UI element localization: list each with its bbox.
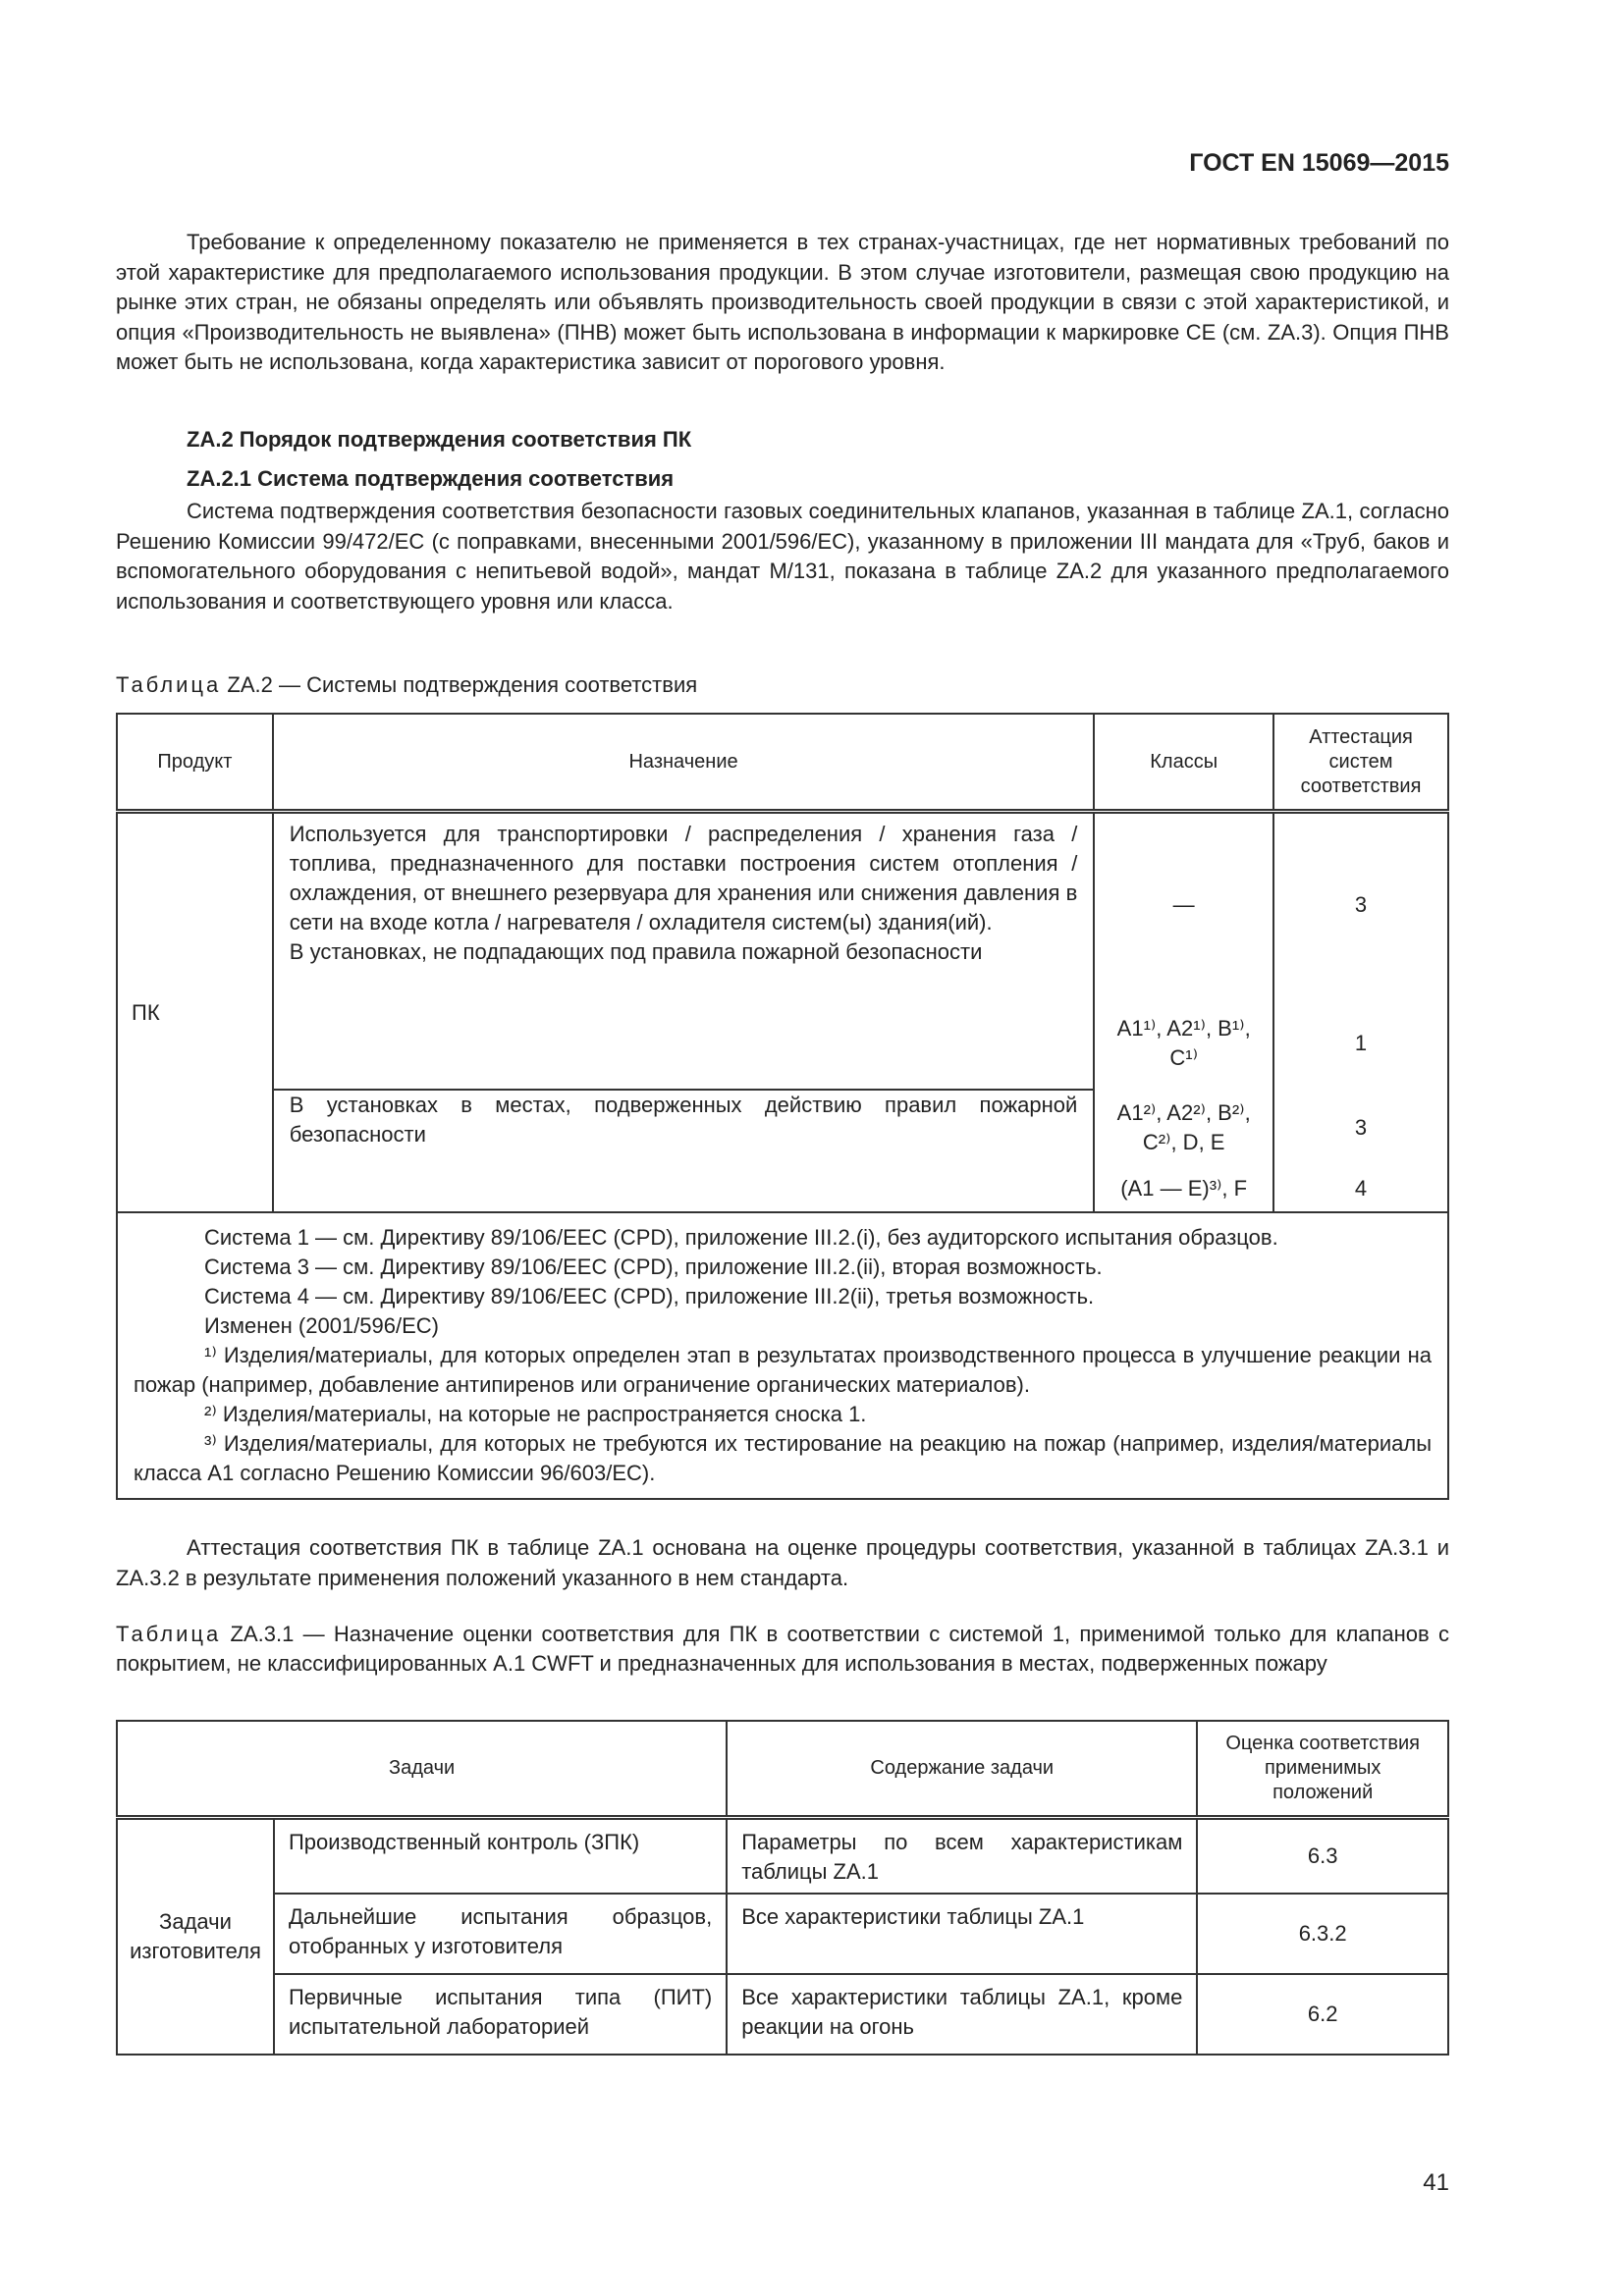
table-notes xyxy=(117,1212,1448,1499)
table-notes-row xyxy=(117,1212,1448,1499)
note-system-1: Система 1 — см. Директиву 89/106/ЕЕС (CPD), приложение III.2.(i), без аудиторского испытания образцов. xyxy=(204,1225,1278,1250)
paragraph-requirement: Требование к определенному показателю не применяется в тех странах-участницах, где нет нормативных требований по этой характеристике для предполагаемого использования продукции. В этом случае изготовители, размещая свою продукцию на рынке этих стран, не обязаны определять или объявлять производительность своей продукции в связи с этой характеристикой, и опция «Производительность не выявлена» (ПНВ) может быть использована в информации к маркировке СЕ (см. ZA.3). Опция ПНВ может быть не использована, когда характеристика зависит от порогового уровня. xyxy=(116,230,1449,375)
header-clauses: Оценка соответствия применимых положений xyxy=(1197,1721,1448,1818)
class-cell-4: (A1 — E)³⁾, F xyxy=(1094,1166,1273,1212)
attestation-cell-4: 4 xyxy=(1273,1166,1448,1212)
table-header-row xyxy=(117,1721,1448,1818)
note-amended: Изменен (2001/596/ЕС) xyxy=(204,1313,439,1338)
task-text: Первичные испытания типа (ПИТ) испытательной лабораторией xyxy=(288,1985,713,2039)
purpose-text: Используется для транспортировки / распределения / хранения газа / топлива, предназначенного для поставки построения систем отопления / охлаждения, от внешнего резервуара для хранения или снижения давления в сети на входе котла / нагревателя / охладителя систем(ы) здания(ий). xyxy=(289,822,1078,934)
task-cell xyxy=(274,1894,727,1974)
page-number: 41 xyxy=(1423,2169,1449,2196)
section-heading-za21: ZA.2.1 Система подтверждения соответствия xyxy=(187,466,675,491)
task-group-cell: Задачи изготовителя xyxy=(117,1818,274,2056)
purpose-cell-2 xyxy=(273,1090,1095,1212)
note-system-3: Система 3 — см. Директиву 89/106/ЕЕС (CPD), приложение III.2.(ii), вторая возможность. xyxy=(204,1255,1103,1279)
table-row xyxy=(117,1894,1448,1974)
content-text: Параметры по всем характеристикам таблицы ZA.1 xyxy=(741,1830,1183,1884)
table-row xyxy=(117,1818,1448,1895)
class-cell-1: — xyxy=(1094,812,1273,997)
clause-cell: 6.3.2 xyxy=(1197,1894,1448,1974)
table-za2 xyxy=(116,713,1449,1500)
task-cell xyxy=(274,1974,727,2055)
note-system-4: Система 4 — см. Директиву 89/106/ЕЕС (CPD), приложение III.2(ii), третья возможность. xyxy=(204,1284,1095,1308)
footnote-3: ³⁾ Изделия/материалы, для которых не требуются их тестирование на реакцию на пожар (например, изделия/материалы класса А1 согласно Решению Комиссии 96/603/ЕС). xyxy=(134,1431,1432,1485)
footnote-2: ²⁾ Изделия/материалы, на которые не распространяется сноска 1. xyxy=(204,1402,867,1426)
task-text: Дальнейшие испытания образцов, отобранных у изготовителя xyxy=(288,1904,713,1958)
header-attestation: Аттестация систем соответствия xyxy=(1273,714,1448,812)
caption-word: Таблица xyxy=(116,1622,222,1646)
attestation-cell-3: 3 xyxy=(1273,1090,1448,1166)
table-row xyxy=(117,1974,1448,2055)
paragraph-attestation: Аттестация соответствия ПК в таблице ZA.1 основана на оценке процедуры соответствия, указанной в таблицах ZA.3.1 и ZA.3.2 в результате применения положений указанного в нем стандарта. xyxy=(116,1535,1449,1590)
attestation-cell-2: 1 xyxy=(1273,997,1448,1090)
clause-cell: 6.3 xyxy=(1197,1818,1448,1895)
header-classes: Классы xyxy=(1094,714,1273,812)
table-za2-caption xyxy=(116,670,1449,700)
table-header-row xyxy=(117,714,1448,812)
purpose-cell-1 xyxy=(273,812,1095,1091)
class-cell-2: A1¹⁾, A2¹⁾, B¹⁾, C¹⁾ xyxy=(1094,997,1273,1090)
header-purpose: Назначение xyxy=(273,714,1095,812)
caption-text: ZA.3.1 — Назначение оценки соответствия для ПК в соответствии с системой 1, применимой только для клапанов с покрытием, не классифицированных А.1 CWFT и предназначенных для использования в местах, подверженных пожару xyxy=(116,1622,1449,1676)
header-product: Продукт xyxy=(117,714,273,812)
table-row xyxy=(117,812,1448,997)
task-cell xyxy=(274,1818,727,1895)
table-row xyxy=(117,1090,1448,1166)
attestation-cell-1: 3 xyxy=(1273,812,1448,997)
content-cell xyxy=(727,1974,1197,2055)
footnote-1: ¹⁾ Изделия/материалы, для которых определен этап в результатах производственного процесса в улучшение реакции на пожар (например, добавление антипиренов или ограничение органических материалов). xyxy=(134,1343,1432,1397)
task-text: Производственный контроль (ЗПК) xyxy=(288,1830,640,1854)
caption-word: Таблица xyxy=(116,672,222,697)
class-cell-3: A1²⁾, A2²⁾, B²⁾, C²⁾, D, E xyxy=(1094,1090,1273,1166)
section-heading-za2: ZA.2 Порядок подтверждения соответствия ПК xyxy=(187,427,692,452)
content-text: Все характеристики таблицы ZA.1, кроме реакции на огонь xyxy=(741,1985,1183,2039)
content-cell xyxy=(727,1818,1197,1895)
product-cell: ПК xyxy=(117,812,273,1213)
clause-cell: 6.2 xyxy=(1197,1974,1448,2055)
paragraph-system: Система подтверждения соответствия безопасности газовых соединительных клапанов, указанная в таблице ZA.1, согласно Решению Комиссии 99/472/ЕС (с поправками, внесенными 2001/596/ЕС), указанному в приложении III мандата для «Труб, баков и вспомогательного оборудования с непитьевой водой», мандат М/131, показана в таблице ZA.2 для указанного предполагаемого использования и соответствующего уровня или класса. xyxy=(116,499,1449,614)
document-header: ГОСТ EN 15069—2015 xyxy=(1189,149,1449,177)
table-za31 xyxy=(116,1720,1449,2056)
purpose-text-nonfire: В установках, не подпадающих под правила пожарной безопасности xyxy=(289,939,983,964)
purpose-text-fire: В установках в местах, подверженных действию правил пожарной безопасности xyxy=(289,1093,1078,1147)
header-tasks: Задачи xyxy=(117,1721,727,1818)
content-text: Все характеристики таблицы ZA.1 xyxy=(741,1904,1085,1929)
caption-text: ZA.2 — Системы подтверждения соответствия xyxy=(221,672,698,697)
header-task-content: Содержание задачи xyxy=(727,1721,1197,1818)
content-cell xyxy=(727,1894,1197,1974)
table-za31-caption xyxy=(116,1620,1449,1679)
